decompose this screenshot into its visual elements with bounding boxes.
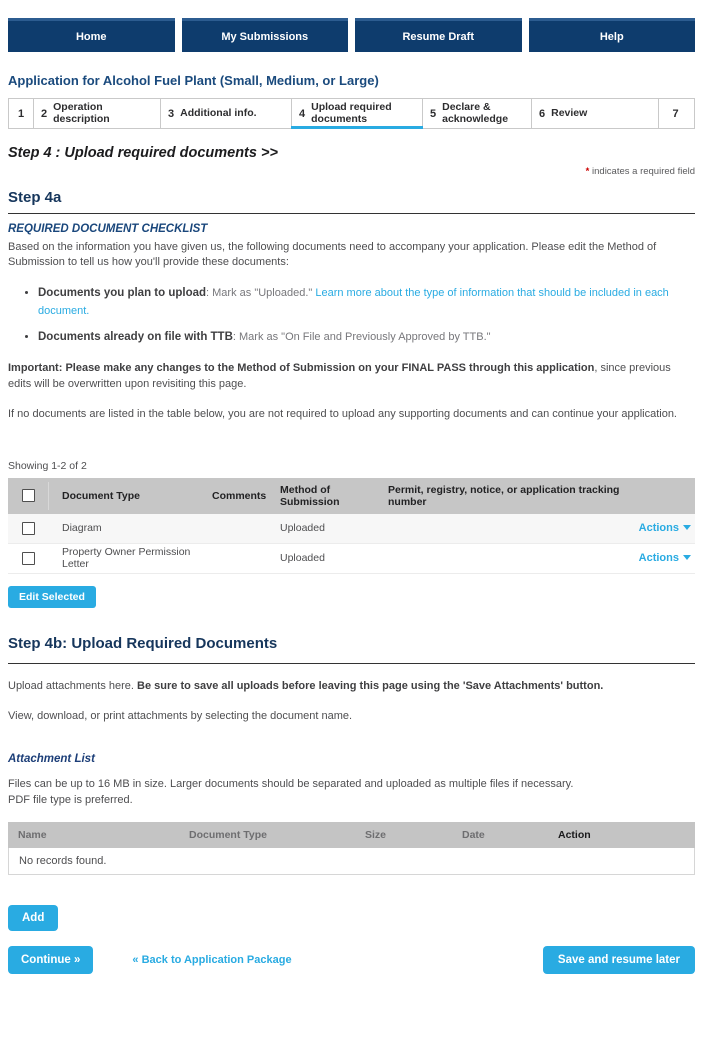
row-spacer-cell (48, 544, 62, 573)
header-date: Date (462, 829, 485, 842)
tab-step-5-declare-acknowledge[interactable] (423, 99, 532, 128)
section-divider (8, 213, 695, 214)
showing-count: Showing 1-2 of 2 (8, 459, 87, 472)
tab-step-5-number: 5 (430, 107, 437, 120)
required-asterisk: * (585, 166, 590, 177)
row-1-checkbox[interactable] (22, 522, 35, 535)
tab-step-4-label: Upload required documents (311, 101, 392, 125)
header-comments: Comments (212, 489, 267, 502)
add-attachment-button[interactable]: Add (8, 905, 58, 931)
save-and-resume-later-button[interactable]: Save and resume later (543, 946, 695, 974)
header-action: Action (558, 829, 591, 842)
upload-instructions (8, 679, 695, 694)
tab-step-1[interactable] (9, 99, 34, 128)
page-title: Application for Alcohol Fuel Plant (Small, Medium, or Large) (8, 73, 379, 88)
actions-dropdown-icon (683, 525, 691, 530)
row-2-checkbox[interactable] (22, 552, 35, 565)
tab-step-2-operation-description[interactable] (34, 99, 161, 128)
upload-instructions-plain: Upload attachments here. (8, 679, 138, 692)
actions-dropdown-icon (683, 555, 691, 560)
row-2-document-type: Property Owner Permission Letter (62, 545, 191, 571)
tab-step-1-number: 1 (17, 107, 25, 120)
file-size-note-line2: PDF file type is preferred. (8, 794, 133, 807)
tab-step-3-label: Additional info. (180, 106, 257, 119)
row-2-actions-cell (624, 552, 695, 564)
header-checkbox-cell (8, 489, 48, 502)
upload-instructions-bold: Be sure to save all uploads before leaving this page using the 'Save Attachments' button. (137, 679, 604, 692)
row-2-actions-link[interactable] (639, 552, 691, 564)
attachments-table (8, 822, 695, 875)
bullet2-plain-text: : Mark as "On File and Previously Approved by TTB." (232, 330, 491, 343)
row-checkbox-cell (8, 552, 48, 565)
header-method-of-submission: Method of Submission (280, 483, 340, 508)
header-permit-number: Permit, registry, notice, or application tracking number (388, 483, 620, 508)
bullet-documents-to-upload (38, 285, 695, 320)
nav-help-button[interactable]: Help (529, 18, 696, 52)
step4b-heading: Step 4b: Upload Required Documents (8, 634, 278, 652)
required-document-checklist-title: REQUIRED DOCUMENT CHECKLIST (8, 223, 208, 235)
attachment-list-title: Attachment List (8, 753, 95, 766)
header-size: Size (365, 829, 387, 842)
bullet1-plain-text: : Mark as "Uploaded." (206, 286, 316, 299)
row-1-method: Uploaded (280, 522, 325, 535)
step-tabs (8, 98, 695, 129)
tab-step-2-number: 2 (41, 107, 48, 120)
header-document-type: Document Type (62, 489, 140, 502)
tab-step-6-number: 6 (539, 107, 546, 120)
tab-step-2-label: Operation description (53, 101, 110, 125)
nav-my-submissions-button[interactable]: My Submissions (182, 18, 349, 52)
row-spacer-cell (48, 514, 62, 543)
file-size-note-line1: Files can be up to 16 MB in size. Larger documents should be separated and uploaded as multiple files if necessary. (8, 778, 574, 791)
tab-step-6-label: Review (551, 106, 588, 119)
section-divider (8, 663, 695, 664)
checklist-intro: Based on the information you have given us, the following documents need to accompany your application. Please edit the Method of Submission to tell us how you'll provide these documents: (8, 241, 657, 269)
row-checkbox-cell (8, 522, 48, 535)
row-1-actions-label: Actions (638, 522, 679, 535)
attachments-table-header (8, 822, 695, 848)
important-note-bold: Important: Please make any changes to the Method of Submission on your FINAL PASS through this application (8, 362, 595, 375)
tab-step-3-additional-info[interactable] (161, 99, 292, 128)
back-to-application-package-link[interactable]: « Back to Application Package (132, 954, 292, 967)
row-2-actions-label: Actions (638, 552, 679, 565)
edit-selected-button[interactable]: Edit Selected (8, 586, 96, 608)
bottom-action-row (8, 946, 695, 974)
required-field-note (8, 166, 695, 177)
tab-step-5-label: Declare & acknowledge (442, 101, 509, 125)
required-note-text: indicates a required field (589, 166, 695, 177)
nav-home-button[interactable]: Home (8, 18, 175, 52)
no-documents-note: If no documents are listed in the table below, you are not required to upload any supporting documents and can continue your application. (8, 408, 677, 421)
bullet1-bold-text: Documents you plan to upload (38, 286, 207, 299)
tab-step-7[interactable] (659, 99, 692, 128)
view-instructions: View, download, or print attachments by selecting the document name. (8, 710, 353, 723)
row-1-actions-cell (624, 522, 695, 534)
top-nav (8, 18, 695, 52)
bullet-documents-on-file (38, 329, 695, 347)
select-all-checkbox[interactable] (22, 489, 35, 502)
nav-resume-draft-button[interactable]: Resume Draft (355, 18, 522, 52)
row-1-document-type: Diagram (62, 521, 102, 534)
checklist-bullets (8, 285, 695, 347)
header-document-type: Document Type (189, 829, 267, 842)
tab-step-6-review[interactable] (532, 99, 659, 128)
tab-step-7-number: 7 (672, 107, 679, 120)
row-2-method: Uploaded (280, 552, 325, 565)
row-1-actions-link[interactable] (639, 522, 691, 534)
table-row (8, 544, 695, 574)
important-note (8, 361, 695, 392)
step4a-heading: Step 4a (8, 189, 62, 206)
tab-step-3-number: 3 (168, 107, 175, 120)
page-container (0, 18, 703, 974)
tab-step-4-upload-required-documents[interactable] (292, 99, 423, 128)
file-size-note (8, 777, 695, 809)
no-records-row: No records found. (8, 848, 695, 875)
header-name: Name (18, 829, 47, 842)
bullet2-bold-text: Documents already on file with TTB (38, 330, 233, 343)
continue-button[interactable]: Continue » (8, 946, 93, 974)
step4-heading: Step 4 : Upload required documents >> (8, 145, 278, 161)
table-row (8, 514, 695, 544)
important-note-plain: , since previous edits will be overwritten upon revisiting this page. (8, 362, 671, 390)
document-checklist-table (8, 478, 695, 574)
document-table-header (8, 478, 695, 514)
learn-more-link[interactable]: Learn more about the type of information that should be included in each document. (38, 286, 669, 317)
tab-step-4-number: 4 (299, 107, 306, 120)
header-spacer-cell (48, 482, 62, 510)
